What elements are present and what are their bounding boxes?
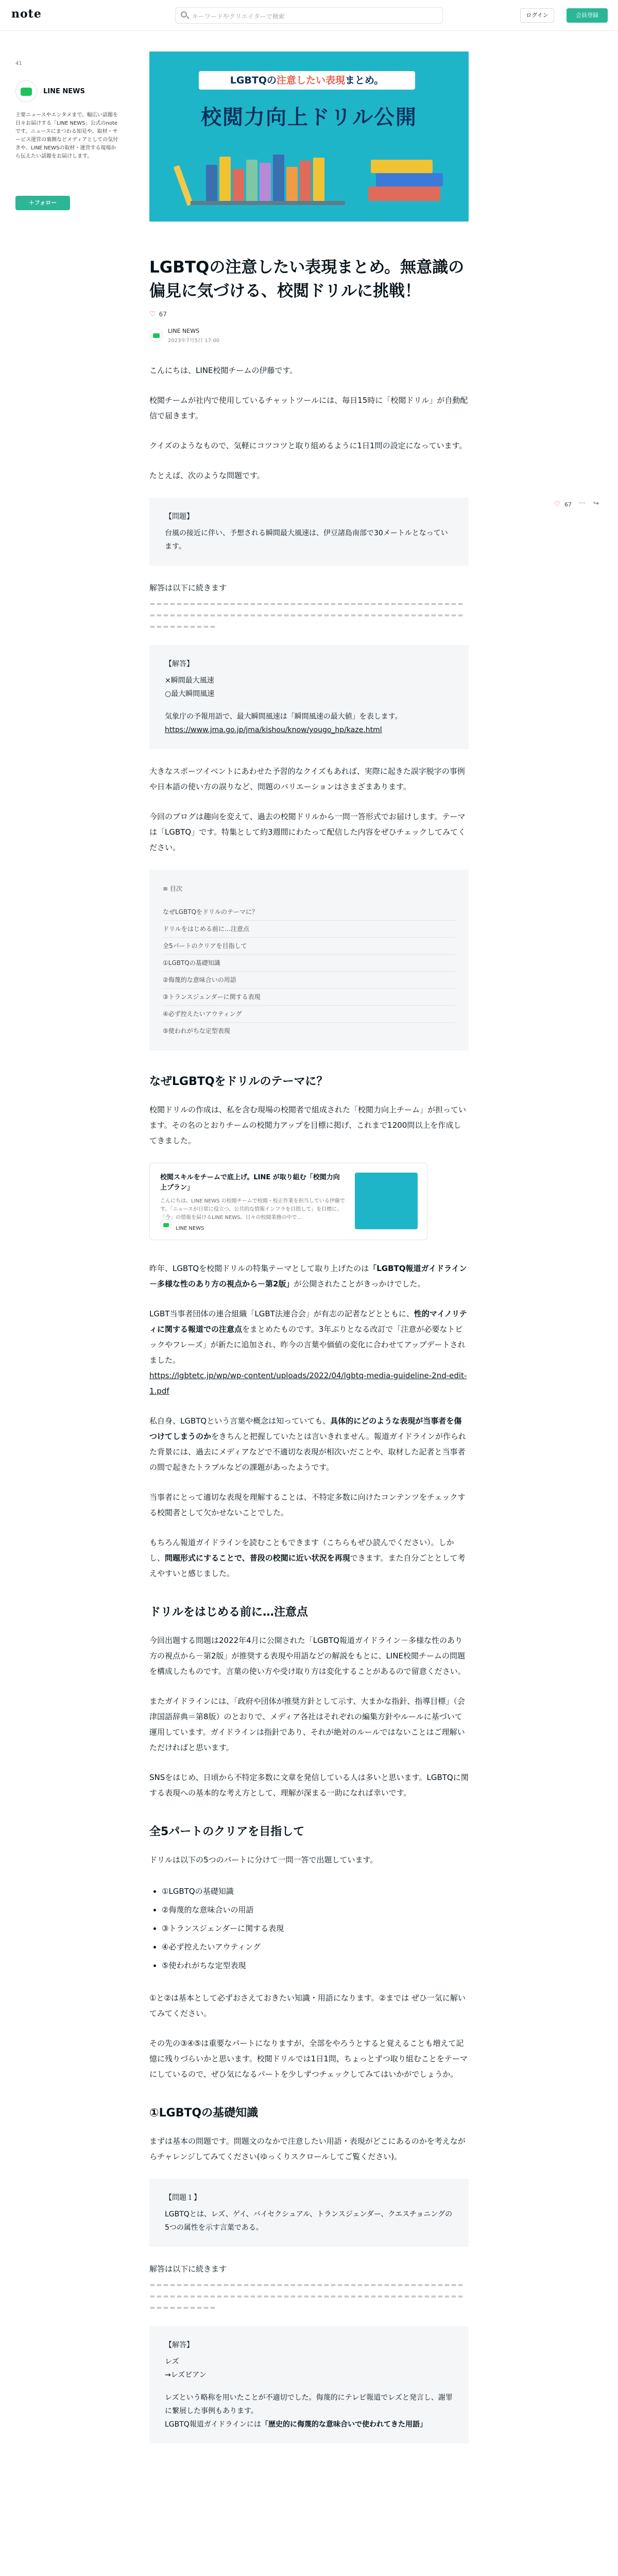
paragraph-text: できます。また自分ごととして考えやすいと感じました。 — [149, 1553, 466, 1578]
list-icon: ≡ — [163, 885, 170, 892]
hero-subtitle-highlight: 注意したい表現 — [277, 75, 346, 86]
book-illustration — [313, 158, 324, 201]
paragraph: またガイドラインには、「政府や団体が推奨方針として示す、大まかな指針、指導目標」（会津国語辞典＝第8版）のとおりで、メディア各社はそれぞれの編集方針やルールに基づいて運用しています。ガイドラインは指針であり、それが絶対のルールではないことはご理解いただければと思います。 — [149, 1697, 465, 1752]
list-item: ④必ず控えたいアウティング — [149, 1938, 469, 1956]
embed-description: こんにちは。LINE NEWS の校閲チームで校閲・校正作業を担当している伊藤です。「ニュースが日常に役立つ、公共的な情報インフラを目指して」を目標に、「今」の情報を届けるLINE NEWS。日々の校閲業務の中で... — [160, 1198, 345, 1221]
parts-list — [149, 1882, 469, 1975]
paragraph-text: 私自身、LGBTQという言葉や概念は知っていても、 — [149, 1416, 331, 1426]
question-text: LGBTQとは、レズ、ゲイ、バイセクシュアル、トランスジェンダー、クエスチョニングの5つの属性を示す言葉である。 — [165, 2210, 453, 2232]
toc-item[interactable]: ②侮蔑的な意味合いの用語 — [163, 972, 455, 989]
answer-right: →レズビアン — [165, 2371, 207, 2379]
section-heading: ①LGBTQの基礎知識 — [149, 2107, 259, 2120]
paragraph: こんにちは、LINE校閲チームの伊藤です。 — [149, 366, 298, 375]
heart-icon[interactable]: ♡ — [554, 500, 561, 509]
toc-heading[interactable] — [163, 881, 455, 896]
follow-button[interactable] — [15, 196, 70, 210]
share-icon[interactable]: ↪ — [593, 500, 599, 507]
signup-button[interactable]: 会員登録 — [566, 8, 608, 23]
embed-avatar — [160, 1219, 171, 1230]
book-illustration — [233, 169, 244, 201]
bold-text: 「歴史的に侮蔑的な意味合いで使われてきた用語」 — [261, 2420, 427, 2429]
article-body — [149, 363, 469, 2444]
bold-text: 「LGBTQ報道ガイドライン－多様な性のあり方の視点から－第2版」 — [149, 1264, 467, 1289]
book-stack-illustration — [376, 173, 443, 187]
toc-item[interactable]: ③トランスジェンダーに関する表現 — [163, 989, 455, 1006]
paragraph — [149, 1306, 469, 1399]
toc-item[interactable]: ④必ず控えたいアウティング — [163, 1006, 455, 1023]
answer-note: レズという略称を用いたことが不適切でした。侮蔑的にテレビ報道でレズと発言し、謝罪に繋展した事例もあります。 — [165, 2394, 453, 2415]
float-like-count: 67 — [564, 501, 572, 508]
bold-text: 問題形式にすることで、普段の校閲に近い状況を再現 — [165, 1553, 350, 1563]
sidebar-creator-name[interactable]: LINE NEWS — [43, 88, 85, 95]
paragraph: 大きなスポーツイベントにあわせた予習的なクイズもあれば、実際に起きた誤字脱字の事例や日本語の使い方の誤りなど、問題のバリエーションはさまざまあります。 — [149, 767, 465, 791]
shelf-illustration — [191, 201, 345, 205]
pencil-illustration — [174, 165, 194, 206]
toc-item[interactable]: ドリルをはじめる前に…注意点 — [163, 921, 455, 938]
article-author[interactable] — [149, 328, 469, 345]
answer-more — [165, 2418, 453, 2431]
paragraph-text: をきちんと把握していたとは言いきれません。報道ガイドラインが作られた背景には、過去にメディアなどで不適切な表現が相次いだことや、取材した記者と当事者の間で起きたトラブルなどの課題があったようです。 — [149, 1432, 467, 1472]
embedded-article-card[interactable] — [149, 1163, 427, 1240]
article-like[interactable] — [149, 310, 469, 319]
question-text: 台風の接近に伴い、予想される瞬間最大風速は、伊豆諸島南部で30メートルとなっています。 — [165, 529, 448, 551]
line-news-avatar[interactable] — [15, 80, 37, 102]
sidebar-description: 主要ニュースやエンタメまで、幅広い話題を日々お届けする「LINE NEWS」公式のnoteです。ニュースにまつわる知見や、取材・サービス運営の裏側などメディアとしての気付きや、LINE NEWSの取材・運営する現場から伝えたい話題をお届けします。 — [15, 112, 118, 159]
article-column — [149, 52, 469, 2458]
paragraph-text: をまとめたものです。3年ぶりとなる改訂で「注意が必要なトピックやフレーズ」が新たに追加され、昨今の言葉や価値の変化に合わせてアップデートされました。 — [149, 1325, 466, 1365]
toc-heading-label: 目次 — [169, 885, 182, 892]
bold-text: 性的マイノリティに関する報道での注意点 — [149, 1309, 467, 1334]
more-icon[interactable]: ··· — [579, 500, 586, 507]
section-heading: 全5パートのクリアを目指して — [149, 1825, 305, 1838]
book-illustration — [300, 161, 311, 201]
answer-label: 【解答】 — [165, 2341, 194, 2349]
question-label: 【問題】 — [165, 513, 194, 521]
paragraph: 校閲チームが社内で使用しているチャットツールには、毎日15時に「校閲ドリル」が自動配信で届きます。 — [149, 396, 468, 420]
book-illustration — [286, 167, 298, 201]
answer-lead: 解答は以下に続きます — [149, 583, 227, 592]
answer-wrong: ×瞬間最大風速 — [165, 676, 214, 685]
paragraph — [149, 1261, 469, 1292]
answer-wrong: レズ — [165, 2358, 179, 2366]
question-box — [149, 498, 469, 566]
plus-icon: ＋ — [28, 199, 35, 206]
publish-date: 2023年7月5日 17:00 — [168, 338, 220, 344]
sidebar-count: 41 — [15, 61, 22, 66]
paragraph: SNSをはじめ、日頃から不特定多数に文章を発信している人は多いと思います。LGBTQに関する表現への基本的な考え方として、理解が深まる一助になれば幸いです。 — [149, 1773, 469, 1798]
separator-line: ＝＝＝＝＝＝＝＝＝＝＝＝＝＝＝＝＝＝＝＝＝＝＝＝＝＝＝＝＝＝＝＝＝＝＝＝＝＝＝＝＝＝＝＝＝＝＝＝＝＝＝＝＝＝＝＝＝＝＝＝＝＝＝＝＝＝＝＝＝＝＝＝＝＝＝＝＝＝＝＝＝＝＝＝＝＝＝＝＝＝＝＝＝＝＝＝＝＝＝＝＝＝＝＝ — [149, 2282, 465, 2312]
book-illustration — [273, 155, 284, 201]
toc-item[interactable]: なぜLGBTQをドリルのテーマに？ — [163, 904, 455, 921]
paragraph-text: が公開されたことがきっかけでした。 — [294, 1279, 425, 1289]
answer-right: ○最大瞬間風速 — [165, 690, 215, 698]
book-stack-illustration — [371, 160, 433, 173]
list-item: ③トランスジェンダーに関する表現 — [149, 1919, 469, 1938]
question-box — [149, 2179, 469, 2247]
list-item: ②侮蔑的な意味合いの用語 — [149, 1901, 469, 1919]
top-header — [0, 0, 618, 31]
paragraph: 校閲ドリルの作成は、私を含む現場の校閲者で組成された「校閲力向上チーム」が担っています。その名のとおりチームの校閲力アップを目標に掲げ、これまで1200問以上を作成してきました。 — [149, 1105, 467, 1145]
reference-link[interactable]: https://www.jma.go.jp/jma/kishou/know/yougo_hp/kaze.html — [165, 726, 382, 734]
heart-icon[interactable]: ♡ — [149, 310, 156, 318]
paragraph: クイズのようなもので、気軽にコツコツと取り組めるように1日1問の設定になっています。 — [149, 441, 467, 450]
book-illustration — [206, 165, 217, 201]
book-stack-illustration — [368, 187, 440, 201]
toc-item[interactable]: 全5パートのクリアを目指して — [163, 938, 455, 955]
book-illustration — [246, 160, 258, 201]
paragraph: 今回のブログは趣向を変えて、過去の校閲ドリルから一問一答形式でお届けします。テーマは「LGBTQ」です。特集として約3週間にわたって配信した内容をぜひチェックしてみてください。 — [149, 812, 466, 852]
guideline-link[interactable]: https://lgbtetc.jp/wp/wp-content/uploads/2022/04/lgbtq-media-guideline-2nd-edit-1.pdf — [149, 1371, 467, 1396]
paragraph-text: LGBTQ報道ガイドラインには — [165, 2420, 261, 2429]
search-icon — [181, 11, 187, 18]
book-illustration — [260, 163, 271, 201]
book-illustration — [219, 157, 231, 201]
toc-item[interactable]: ⑤使われがちな定型表現 — [163, 1027, 230, 1035]
section-heading: なぜLGBTQをドリルのテーマに？ — [149, 1075, 328, 1088]
paragraph: ①と②は基本として必ずおさえておきたい知識・用語になります。②までは ぜひ一気に解いてみてください。 — [149, 1993, 466, 2018]
question-label: 【問題１】 — [165, 2194, 201, 2202]
paragraph — [149, 1413, 469, 1475]
answer-box — [149, 2326, 469, 2444]
hero-title: 校閲力向上ドリル公開 — [201, 106, 417, 129]
toc-item[interactable]: ①LGBTQの基礎知識 — [163, 955, 455, 972]
paragraph: 今回出題する問題は2022年4月に公開された「LGBTQ報道ガイドライン－多様な性のあり方の視点から－第2版」が推奨する表現や用語などの解説をもとに、LINE校閲チームの問題を構成したものです。言葉の使い方や受け取り方は変化することがあるので留意ください。 — [149, 1636, 466, 1676]
hero-subtitle-suffix: まとめ。 — [345, 75, 384, 86]
floating-actions — [554, 499, 611, 510]
hero-subtitle — [199, 71, 415, 90]
paragraph: 当事者にとって適切な表現を理解することは、不特定多数に向けたコンテンツをチェックする校閲者として欠かせないことでした。 — [149, 1493, 466, 1517]
answer-box — [149, 645, 469, 749]
paragraph-text: もちろん報道ガイドラインを読むこともできます（こちらもぜひ読んでください）。しかし、 — [149, 1538, 454, 1563]
note-logo[interactable]: note — [11, 7, 42, 21]
answer-label: 【解答】 — [165, 660, 194, 668]
list-item: ①LGBTQの基礎知識 — [149, 1882, 469, 1901]
author-avatar[interactable] — [149, 329, 163, 342]
hero-image — [149, 52, 469, 222]
paragraph-text: 昨年、LGBTQを校閲ドリルの特集テーマとして取り上げたのは — [149, 1264, 369, 1273]
list-item: ⑤使われがちな定型表現 — [149, 1956, 469, 1975]
table-of-contents — [149, 870, 469, 1050]
paragraph: その先の③④⑤は重要なパートになりますが、全部をやろうとすると覚えることも増えて記憶に残りづらいかと思います。校閲ドリルでは1日1問、ちょっとずつ取り組むことをテーマにしているので、ぜひ気になるパートを少しずつチェックしてみてはいかがでしょうか。 — [149, 2039, 468, 2079]
like-count: 67 — [159, 311, 167, 318]
article-title: LGBTQの注意したい表現まとめ。無意識の偏見に気づける、校閲ドリルに挑戦！ — [149, 258, 465, 300]
author-name[interactable]: LINE NEWS — [168, 328, 200, 334]
answer-note: 気象庁の予報用語で、最大瞬間風速は「瞬間風速の最大値」を表します。 — [165, 713, 402, 721]
bold-text: 具体的にどのような表現が当事者を傷つけてしまうのか — [149, 1416, 462, 1441]
search-input[interactable] — [175, 7, 443, 24]
separator-line: ＝＝＝＝＝＝＝＝＝＝＝＝＝＝＝＝＝＝＝＝＝＝＝＝＝＝＝＝＝＝＝＝＝＝＝＝＝＝＝＝＝＝＝＝＝＝＝＝＝＝＝＝＝＝＝＝＝＝＝＝＝＝＝＝＝＝＝＝＝＝＝＝＝＝＝＝＝＝＝＝＝＝＝＝＝＝＝＝＝＝＝＝＝＝＝＝＝＝＝＝＝＝＝＝ — [149, 601, 465, 631]
follow-label: フォロー — [34, 199, 57, 206]
paragraph: まずは基本の問題です。問題文のなかで注意したい用語・表現がどこにあるのかを考えながらチャレンジしてみてください(ゆっくりスクロールしてご覧ください)。 — [149, 2137, 466, 2161]
paragraph — [149, 1535, 469, 1581]
embed-author: LINE NEWS — [176, 1226, 204, 1231]
hero-subtitle-prefix: LGBTQの — [230, 75, 277, 86]
section-heading: ドリルをはじめる前に…注意点 — [149, 1606, 308, 1619]
search-placeholder: キーワードやクリエイターで検索 — [192, 13, 285, 20]
paragraph: たとえば、次のような問題です。 — [149, 471, 265, 480]
answer-lead: 解答は以下に続きます — [149, 2264, 227, 2274]
embed-title: 校閲スキルをチームで底上げ。LINE が取り組む「校閲力向上プラン」 — [160, 1174, 340, 1192]
login-button[interactable]: ログイン — [520, 8, 554, 23]
paragraph-text: LGBT当事者団体の連合組織「LGBT法連合会」が有志の記者などとともに、 — [149, 1309, 414, 1318]
embed-thumbnail — [355, 1173, 418, 1229]
paragraph: ドリルは以下の5つのパートに分けて一問一答で出題しています。 — [149, 1855, 378, 1865]
